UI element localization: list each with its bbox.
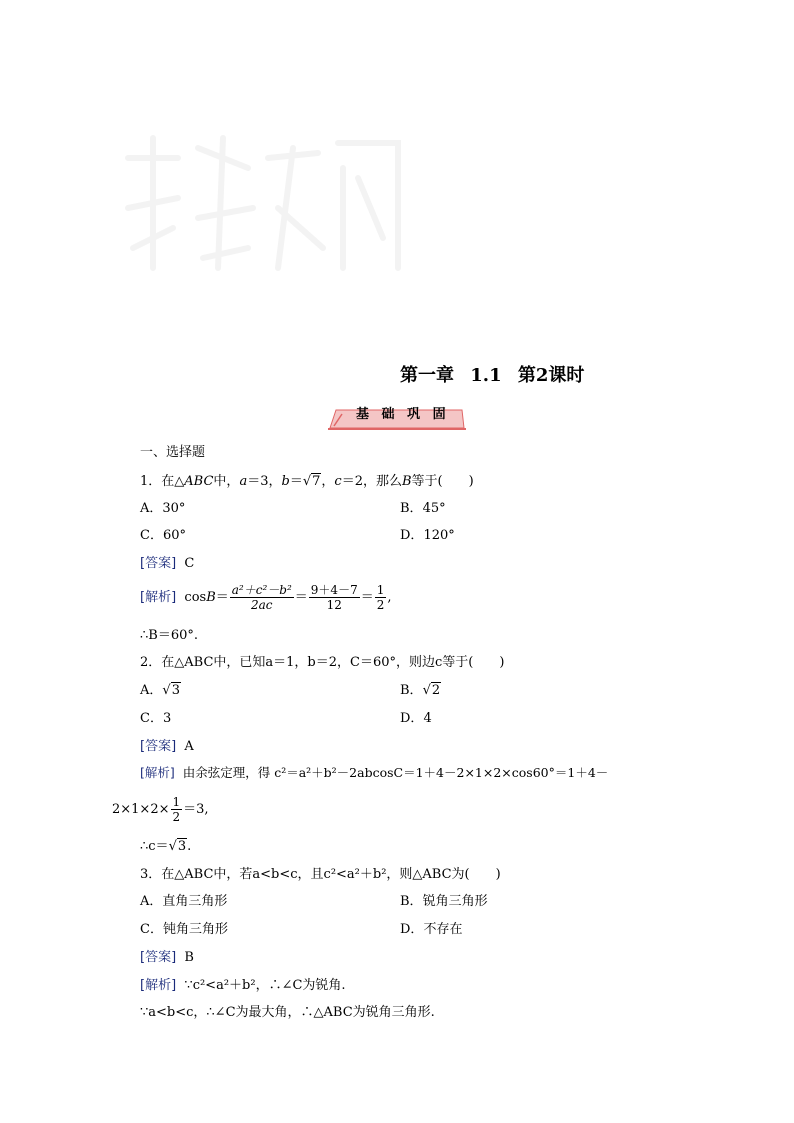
- question-2-analysis-line-2: 2×1×2× $\frac{1}{2}$ ＝3,: [112, 795, 209, 824]
- question-3-answer: [答案] B: [140, 950, 194, 965]
- chapter-label: 第一章: [400, 365, 454, 386]
- question-1-analysis: [解析] cosB＝ $\frac{\text{a²＋c²－b²}}{2ac}$ ＝ $\frac{9+4-7}{12}$ ＝ $\frac{1}{2}$ ,: [140, 583, 392, 612]
- question-1-conclusion: ∴B＝60°.: [140, 628, 198, 643]
- fraction: $\frac{1}{2}$: [172, 795, 181, 824]
- chapter-title: [400, 367, 584, 385]
- question-3-option-c: C．钝角三角形: [140, 922, 228, 937]
- fraction: $\frac{1}{2}$: [376, 583, 385, 612]
- question-2-option-c: C．3: [140, 711, 172, 726]
- question-2-option-d: D．4: [400, 711, 432, 726]
- lesson-label: 第2课时: [517, 365, 585, 386]
- question-1-option-c: C．60°: [140, 528, 186, 543]
- question-2-option-a: A．√3: [140, 683, 180, 698]
- question-3-stem: 3．在△ABC中，若a<b<c，且c²<a²＋b²，则△ABC为( ): [140, 867, 501, 882]
- question-1-answer: [答案] C: [140, 556, 195, 571]
- question-1-stem: 1．在△ABC中，a＝3，b＝√7，c＝2，那么B等于( ): [140, 474, 474, 489]
- question-1-option-d: D．120°: [400, 528, 455, 543]
- fraction: $\frac{\text{a²＋c²－b²}}{2ac}$: [231, 583, 292, 612]
- question-2-answer: [答案] A: [140, 739, 194, 754]
- section-number: 1.1: [470, 365, 502, 386]
- question-3-analysis-line-2: ∵a<b<c，∴∠C为最大角，∴△ABC为锐角三角形.: [140, 1005, 435, 1020]
- question-3-analysis-line-1: [解析] ∵c²<a²＋b²，∴∠C为锐角.: [140, 978, 346, 993]
- banner-label: 基 础 巩 固: [356, 407, 450, 422]
- section-title: 一、选择题: [140, 445, 206, 460]
- fraction: $\frac{9+4-7}{12}$: [310, 583, 358, 612]
- sqrt-symbol: √7: [302, 474, 321, 489]
- question-3-option-a: A．直角三角形: [140, 894, 228, 909]
- question-3-option-d: D．不存在: [400, 922, 463, 937]
- question-2-stem: 2．在△ABC中，已知a＝1，b＝2，C＝60°，则边c等于( ): [140, 655, 505, 670]
- question-1-option-b: B．45°: [400, 501, 446, 516]
- question-2-conclusion: ∴c＝√3.: [140, 839, 192, 854]
- watermark-logo: [118, 128, 408, 278]
- question-1-option-a: A．30°: [140, 501, 186, 516]
- question-2-option-b: B．√2: [400, 683, 441, 698]
- question-3-option-b: B．锐角三角形: [400, 894, 488, 909]
- question-2-analysis-line-1: [解析] 由余弦定理，得 c²＝a²＋b²－2abcosC＝1＋4－2×1×2×cos60°＝1＋4－: [140, 765, 609, 780]
